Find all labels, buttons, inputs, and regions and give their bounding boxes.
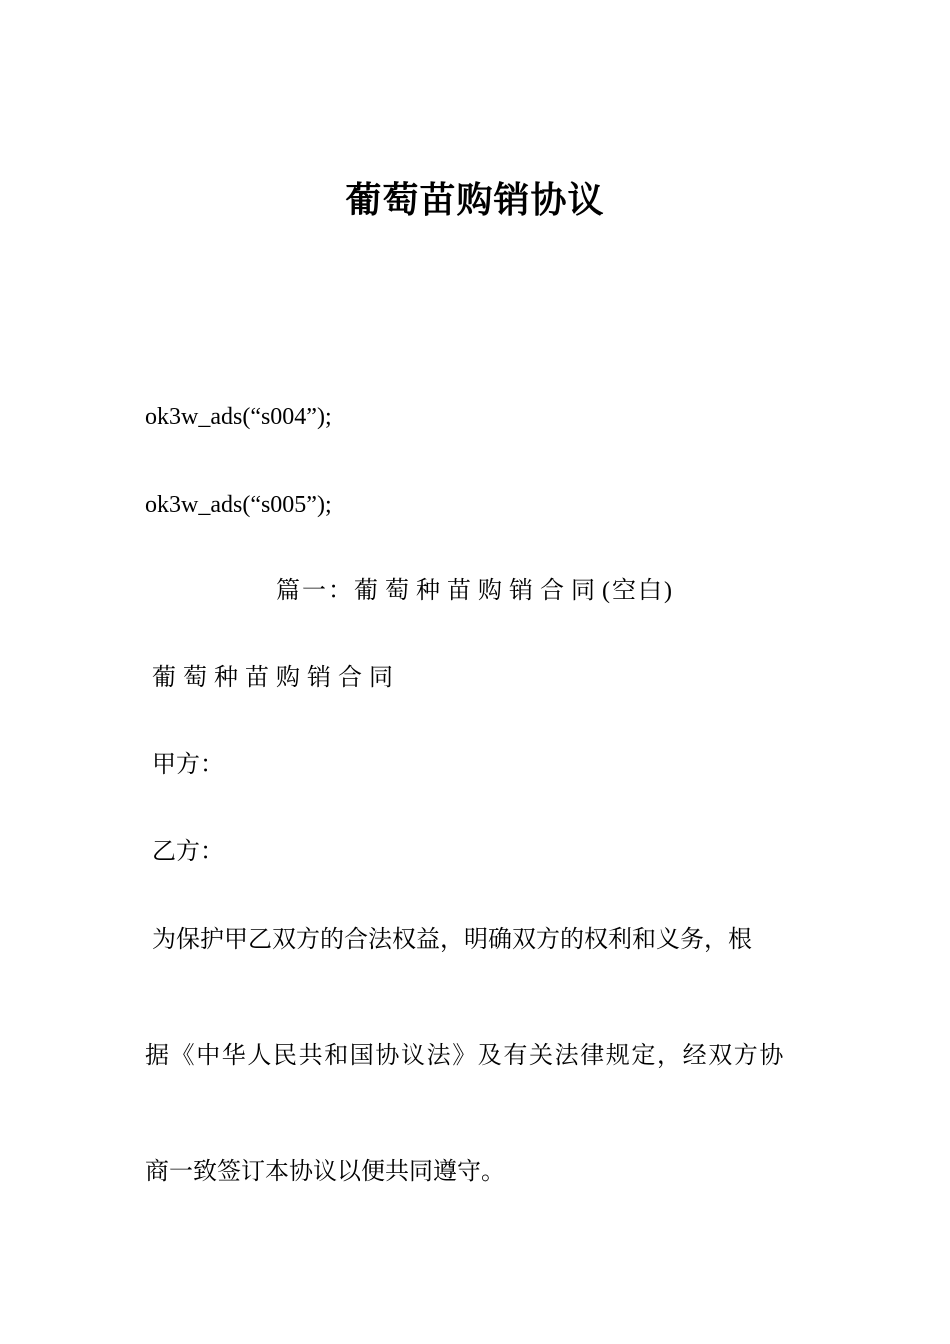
section-heading-suffix: (空白) [602, 578, 674, 604]
party-b-label: 乙方： [152, 839, 224, 865]
code-line-1: ok3w_ads(“s004”); [145, 404, 332, 430]
section-heading-main: 葡萄种苗购销合同 [354, 578, 602, 604]
party-a-label: 甲方： [152, 752, 224, 778]
section-heading [0, 575, 950, 607]
code-line-2: ok3w_ads(“s005”); [145, 492, 332, 518]
paragraph-line-1: 为保护甲乙双方的合法权益，明确双方的权利和义务，根 [152, 927, 752, 953]
document-title: 葡萄苗购销协议 [345, 180, 605, 221]
paragraph-line-3: 商一致签订本协议以便共同遵守。 [145, 1159, 505, 1185]
section-heading-prefix: 篇一： [276, 578, 354, 604]
contract-name: 葡萄种苗购销合同 [152, 665, 400, 691]
paragraph-line-2: 据《中华人民共和国协议法》及有关法律规定，经双方协 [145, 1043, 785, 1069]
